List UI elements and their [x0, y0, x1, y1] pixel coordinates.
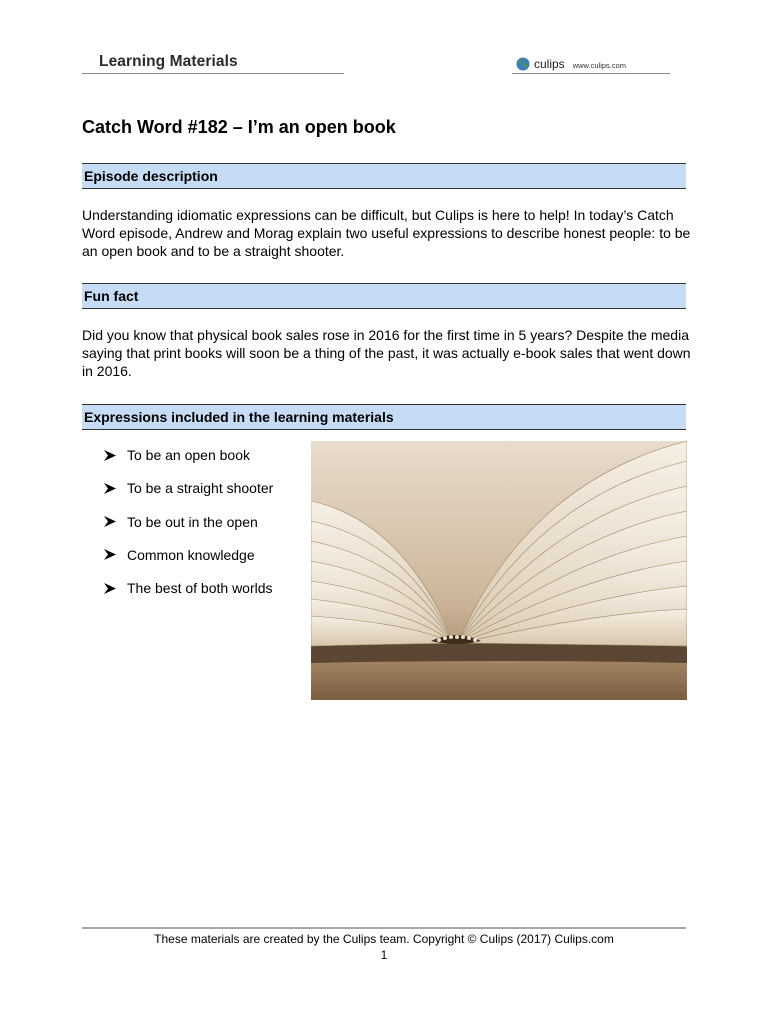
fun-fact-text: Did you know that physical book sales rose in 2016 for the first time in 5 years? Despite the media saying that print books will soon be a thing of the past, it was actually e-book sales that went down in 2016. [82, 327, 691, 379]
open-book-photo [311, 441, 687, 700]
arrow-bullet-icon [104, 483, 116, 494]
section-heading-fun-fact: Fun fact [82, 283, 686, 309]
list-item [104, 479, 273, 497]
footer-copyright: These materials are created by the Culips team. Copyright © Culips (2017) Culips.com [154, 932, 614, 946]
expression-label: The best of both worlds [127, 580, 273, 597]
arrow-bullet-icon [104, 516, 116, 527]
globe-icon [516, 57, 530, 71]
expression-label: To be out in the open [127, 513, 258, 530]
list-item [104, 446, 273, 464]
header-title: Learning Materials [99, 53, 238, 70]
list-item [104, 579, 273, 597]
header-rule-right [512, 73, 670, 74]
expression-label: Common knowledge [127, 546, 255, 563]
arrow-bullet-icon [104, 549, 116, 560]
expression-label: To be an open book [127, 447, 250, 463]
section-heading-episode: Episode description [82, 163, 686, 189]
page-number: 1 [380, 948, 388, 962]
arrow-bullet-icon [104, 583, 116, 594]
arrow-bullet-icon [104, 450, 116, 461]
document-title: Catch Word #182 – I’m an open book [82, 117, 396, 137]
header-rule-left [82, 73, 344, 74]
brand-url: www.culips.com [572, 60, 627, 70]
episode-description-text: Understanding idiomatic expressions can be difficult, but Culips is here to help! In today’s Catch Word episode, Andrew and Morag explain two useful expressions to describe honest people: to be an open book and to be a straight shooter. [82, 207, 691, 259]
expression-label: To be a straight shooter [127, 480, 274, 497]
expressions-list [104, 446, 273, 612]
culips-logo [516, 57, 626, 71]
section-heading-expressions: Expressions included in the learning materials [82, 404, 686, 430]
brand-name: culips [534, 57, 565, 71]
list-item [104, 546, 273, 564]
footer-rule [82, 927, 686, 929]
list-item [104, 513, 273, 531]
